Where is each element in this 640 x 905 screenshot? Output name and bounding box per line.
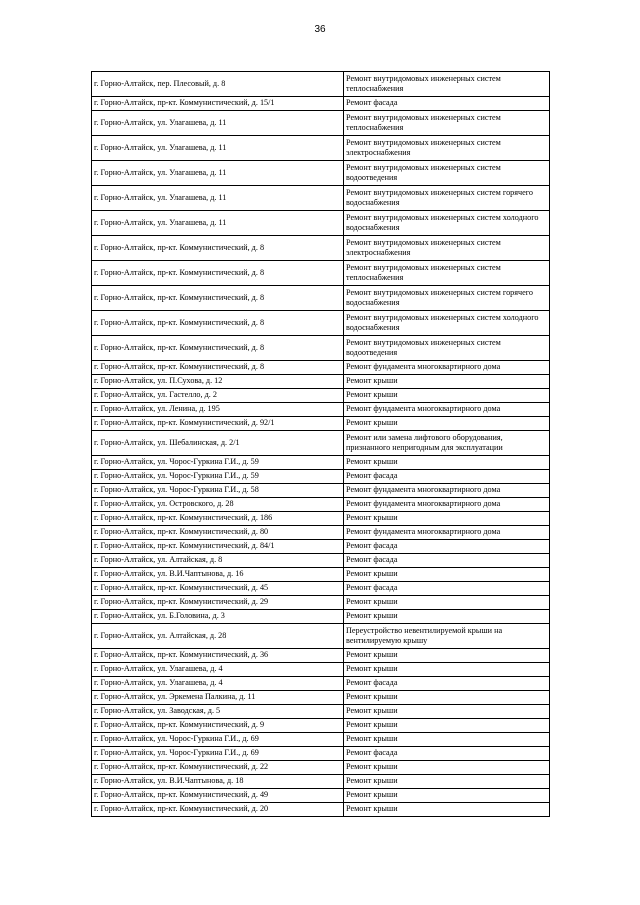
repair-works-table — [91, 71, 550, 817]
table-row — [92, 389, 550, 403]
address-cell: г. Горно-Алтайск, пр-кт. Коммунистический, д. 49 — [92, 789, 344, 803]
work-type-cell: Ремонт внутридомовых инженерных систем теплоснабжения — [344, 111, 550, 136]
table-row — [92, 72, 550, 97]
table-row — [92, 568, 550, 582]
address-cell: г. Горно-Алтайск, ул. Ленина, д. 195 — [92, 403, 344, 417]
address-cell: г. Горно-Алтайск, пр-кт. Коммунистический, д. 8 — [92, 311, 344, 336]
address-cell: г. Горно-Алтайск, пр-кт. Коммунистический, д. 8 — [92, 336, 344, 361]
work-type-cell: Ремонт крыши — [344, 761, 550, 775]
work-type-cell: Ремонт крыши — [344, 691, 550, 705]
table-row — [92, 484, 550, 498]
table-row — [92, 512, 550, 526]
table-row — [92, 733, 550, 747]
address-cell: г. Горно-Алтайск, ул. Улагашева, д. 11 — [92, 136, 344, 161]
table-row — [92, 286, 550, 311]
table-row — [92, 211, 550, 236]
address-cell: г. Горно-Алтайск, ул. Эркемена Палкина, д. 11 — [92, 691, 344, 705]
address-cell: г. Горно-Алтайск, ул. Чорос-Гуркина Г.И., д. 58 — [92, 484, 344, 498]
work-type-cell: Ремонт крыши — [344, 596, 550, 610]
work-type-cell: Ремонт крыши — [344, 789, 550, 803]
address-cell: г. Горно-Алтайск, ул. Заводская, д. 5 — [92, 705, 344, 719]
table-row — [92, 775, 550, 789]
table-row — [92, 375, 550, 389]
table-row — [92, 663, 550, 677]
address-cell: г. Горно-Алтайск, пр-кт. Коммунистический, д. 20 — [92, 803, 344, 817]
work-type-cell: Ремонт крыши — [344, 610, 550, 624]
address-cell: г. Горно-Алтайск, ул. В.И.Чаптынова, д. 16 — [92, 568, 344, 582]
table-row — [92, 431, 550, 456]
work-type-cell: Ремонт внутридомовых инженерных систем горячего водоснабжения — [344, 186, 550, 211]
address-cell: г. Горно-Алтайск, ул. Б.Головина, д. 3 — [92, 610, 344, 624]
address-cell: г. Горно-Алтайск, ул. Улагашева, д. 11 — [92, 111, 344, 136]
table-row — [92, 136, 550, 161]
address-cell: г. Горно-Алтайск, ул. Чорос-Гуркина Г.И., д. 69 — [92, 747, 344, 761]
work-type-cell: Ремонт фасада — [344, 554, 550, 568]
table-row — [92, 789, 550, 803]
work-type-cell: Ремонт крыши — [344, 568, 550, 582]
work-type-cell: Ремонт крыши — [344, 512, 550, 526]
table-row — [92, 186, 550, 211]
address-cell: г. Горно-Алтайск, ул. Чорос-Гуркина Г.И., д. 59 — [92, 456, 344, 470]
work-type-cell: Ремонт внутридомовых инженерных систем водоотведения — [344, 161, 550, 186]
table-row — [92, 97, 550, 111]
address-cell: г. Горно-Алтайск, ул. Улагашева, д. 11 — [92, 186, 344, 211]
work-type-cell: Ремонт внутридомовых инженерных систем горячего водоснабжения — [344, 286, 550, 311]
work-type-cell: Ремонт внутридомовых инженерных систем холодного водоснабжения — [344, 211, 550, 236]
work-type-cell: Ремонт крыши — [344, 649, 550, 663]
address-cell: г. Горно-Алтайск, ул. Улагашева, д. 11 — [92, 211, 344, 236]
work-type-cell: Ремонт или замена лифтового оборудования, признанного непригодным для эксплуатации — [344, 431, 550, 456]
table-row — [92, 236, 550, 261]
work-type-cell: Ремонт крыши — [344, 417, 550, 431]
address-cell: г. Горно-Алтайск, пр-кт. Коммунистический, д. 36 — [92, 649, 344, 663]
table-row — [92, 540, 550, 554]
address-cell: г. Горно-Алтайск, пер. Плесовый, д. 8 — [92, 72, 344, 97]
table-row — [92, 610, 550, 624]
table-row — [92, 624, 550, 649]
table-row — [92, 747, 550, 761]
work-type-cell: Ремонт крыши — [344, 389, 550, 403]
address-cell: г. Горно-Алтайск, пр-кт. Коммунистический, д. 29 — [92, 596, 344, 610]
work-type-cell: Ремонт внутридомовых инженерных систем электроснабжения — [344, 236, 550, 261]
work-type-cell: Ремонт фасада — [344, 97, 550, 111]
work-type-cell: Ремонт крыши — [344, 456, 550, 470]
table-row — [92, 311, 550, 336]
table-row — [92, 596, 550, 610]
table-row — [92, 111, 550, 136]
table-row — [92, 161, 550, 186]
page-number: 36 — [314, 24, 326, 35]
work-type-cell: Ремонт крыши — [344, 719, 550, 733]
work-type-cell: Ремонт крыши — [344, 733, 550, 747]
table-row — [92, 336, 550, 361]
table-row — [92, 803, 550, 817]
address-cell: г. Горно-Алтайск, пр-кт. Коммунистический, д. 8 — [92, 261, 344, 286]
table-body — [92, 72, 550, 817]
work-type-cell: Ремонт внутридомовых инженерных систем теплоснабжения — [344, 72, 550, 97]
address-cell: г. Горно-Алтайск, ул. Чорос-Гуркина Г.И., д. 59 — [92, 470, 344, 484]
work-type-cell: Ремонт крыши — [344, 663, 550, 677]
address-cell: г. Горно-Алтайск, пр-кт. Коммунистический, д. 45 — [92, 582, 344, 596]
address-cell: г. Горно-Алтайск, ул. П.Сухова, д. 12 — [92, 375, 344, 389]
table-row — [92, 677, 550, 691]
address-cell: г. Горно-Алтайск, пр-кт. Коммунистический, д. 80 — [92, 526, 344, 540]
address-cell: г. Горно-Алтайск, ул. Улагашева, д. 11 — [92, 161, 344, 186]
address-cell: г. Горно-Алтайск, пр-кт. Коммунистический, д. 9 — [92, 719, 344, 733]
address-cell: г. Горно-Алтайск, пр-кт. Коммунистический, д. 84/1 — [92, 540, 344, 554]
table-row — [92, 719, 550, 733]
work-type-cell: Ремонт фундамента многоквартирного дома — [344, 403, 550, 417]
address-cell: г. Горно-Алтайск, пр-кт. Коммунистический, д. 15/1 — [92, 97, 344, 111]
address-cell: г. Горно-Алтайск, пр-кт. Коммунистический, д. 22 — [92, 761, 344, 775]
address-cell: г. Горно-Алтайск, ул. Алтайская, д. 28 — [92, 624, 344, 649]
table-row — [92, 456, 550, 470]
table-row — [92, 649, 550, 663]
work-type-cell: Ремонт внутридомовых инженерных систем холодного водоснабжения — [344, 311, 550, 336]
work-type-cell: Ремонт фасада — [344, 582, 550, 596]
address-cell: г. Горно-Алтайск, ул. Улагашева, д. 4 — [92, 663, 344, 677]
table-row — [92, 417, 550, 431]
work-type-cell: Ремонт фундамента многоквартирного дома — [344, 361, 550, 375]
address-cell: г. Горно-Алтайск, ул. Алтайская, д. 8 — [92, 554, 344, 568]
work-type-cell: Ремонт внутридомовых инженерных систем теплоснабжения — [344, 261, 550, 286]
table-row — [92, 498, 550, 512]
work-type-cell: Ремонт фундамента многоквартирного дома — [344, 484, 550, 498]
address-cell: г. Горно-Алтайск, пр-кт. Коммунистический, д. 186 — [92, 512, 344, 526]
address-cell: г. Горно-Алтайск, ул. Шебалинская, д. 2/1 — [92, 431, 344, 456]
work-type-cell: Переустройство невентилируемой крыши на вентилируемую крышу — [344, 624, 550, 649]
work-type-cell: Ремонт фундамента многоквартирного дома — [344, 498, 550, 512]
address-cell: г. Горно-Алтайск, пр-кт. Коммунистический, д. 8 — [92, 361, 344, 375]
table-row — [92, 261, 550, 286]
table-row — [92, 761, 550, 775]
address-cell: г. Горно-Алтайск, пр-кт. Коммунистический, д. 8 — [92, 236, 344, 261]
table-row — [92, 526, 550, 540]
address-cell: г. Горно-Алтайск, ул. Чорос-Гуркина Г.И., д. 69 — [92, 733, 344, 747]
work-type-cell: Ремонт фундамента многоквартирного дома — [344, 526, 550, 540]
work-type-cell: Ремонт крыши — [344, 803, 550, 817]
table-row — [92, 705, 550, 719]
table-row — [92, 470, 550, 484]
work-type-cell: Ремонт фасада — [344, 540, 550, 554]
table-row — [92, 403, 550, 417]
address-cell: г. Горно-Алтайск, ул. Гастелло, д. 2 — [92, 389, 344, 403]
address-cell: г. Горно-Алтайск, пр-кт. Коммунистический, д. 8 — [92, 286, 344, 311]
work-type-cell: Ремонт фасада — [344, 677, 550, 691]
work-type-cell: Ремонт фасада — [344, 747, 550, 761]
table-row — [92, 691, 550, 705]
work-type-cell: Ремонт крыши — [344, 775, 550, 789]
work-type-cell: Ремонт фасада — [344, 470, 550, 484]
work-type-cell: Ремонт внутридомовых инженерных систем электроснабжения — [344, 136, 550, 161]
address-cell: г. Горно-Алтайск, ул. Улагашева, д. 4 — [92, 677, 344, 691]
work-type-cell: Ремонт крыши — [344, 705, 550, 719]
work-type-cell: Ремонт внутридомовых инженерных систем водоотведения — [344, 336, 550, 361]
address-cell: г. Горно-Алтайск, пр-кт. Коммунистический, д. 92/1 — [92, 417, 344, 431]
work-type-cell: Ремонт крыши — [344, 375, 550, 389]
table-row — [92, 361, 550, 375]
table-row — [92, 582, 550, 596]
address-cell: г. Горно-Алтайск, ул. В.И.Чаптынова, д. 18 — [92, 775, 344, 789]
address-cell: г. Горно-Алтайск, ул. Островского, д. 28 — [92, 498, 344, 512]
table-row — [92, 554, 550, 568]
